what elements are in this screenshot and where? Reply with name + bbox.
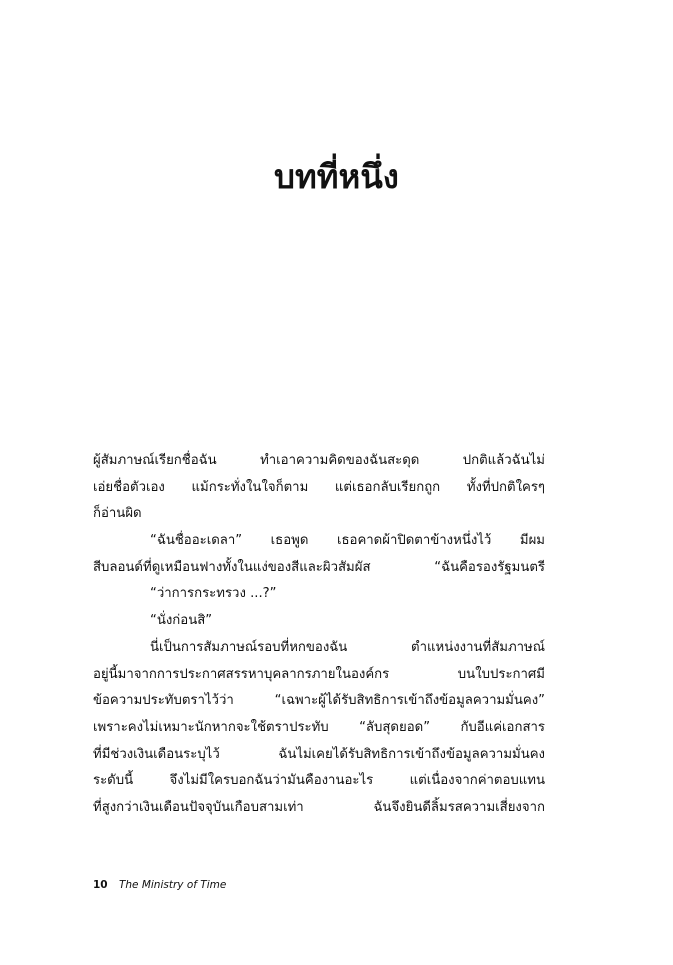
text-line: “ฉันชื่ออะเดลา” เธอพูด เธอคาดผ้าปิดตาข้างหนึ่งไว้ มีผม	[150, 533, 545, 549]
body-text	[93, 448, 545, 822]
text-line: “ว่าการกระทรวง ...?”	[150, 586, 277, 602]
chapter-title: บทที่หนึ่ง	[274, 157, 399, 196]
page-footer	[93, 879, 226, 891]
page-number: 10	[93, 879, 108, 891]
text-line: เอ่ยชื่อตัวเอง แม้กระทั่งในใจก็ตาม แต่เธอกลับเรียกถูก ทั้งที่ปกติใครๆ	[93, 479, 545, 495]
text-line: ผู้สัมภาษณ์เรียกชื่อฉัน ทำเอาความคิดของฉันสะดุด ปกติแล้วฉันไม่	[93, 453, 545, 468]
text-line: เพราะคงไม่เหมาะนักหากจะใช้ตราประทับ “ลับสุดยอด” กับอีแค่เอกสาร	[93, 719, 545, 735]
text-line: อยู่นี้มาจากการประกาศสรรหาบุคลากรภายในองค์กร บนใบประกาศมี	[93, 666, 545, 682]
text-line: ข้อความประทับตราไว้ว่า “เฉพาะผู้ได้รับสิทธิการเข้าถึงข้อมูลความมั่นคง”	[93, 693, 545, 709]
text-line: ที่มีช่วงเงินเดือนระบุไว้ ฉันไม่เคยได้รับสิทธิการเข้าถึงข้อมูลความมั่นคง	[93, 746, 545, 762]
text-line: ก็อ่านผิด	[93, 506, 142, 522]
text-line: นี่เป็นการสัมภาษณ์รอบที่หกของฉัน ตำแหน่งงานที่สัมภาษณ์	[150, 639, 545, 655]
text-line: ระดับนี้ จึงไม่มีใครบอกฉันว่ามันคืองานอะไร แต่เนื่องจากค่าตอบแทน	[93, 773, 545, 789]
text-line: “นั่งก่อนสิ”	[150, 613, 213, 629]
running-title: The Ministry of Time	[118, 879, 227, 891]
text-line: สีบลอนด์ที่ดูเหมือนฟางทั้งในแง่ของสีและผิวสัมผัส “ฉันคือรองรัฐมนตรี	[93, 559, 545, 575]
text-line: ที่สูงกว่าเงินเดือนปัจจุบันเกือบสามเท่า ฉันจึงยินดีลิ้มรสความเสี่ยงจาก	[93, 799, 545, 815]
